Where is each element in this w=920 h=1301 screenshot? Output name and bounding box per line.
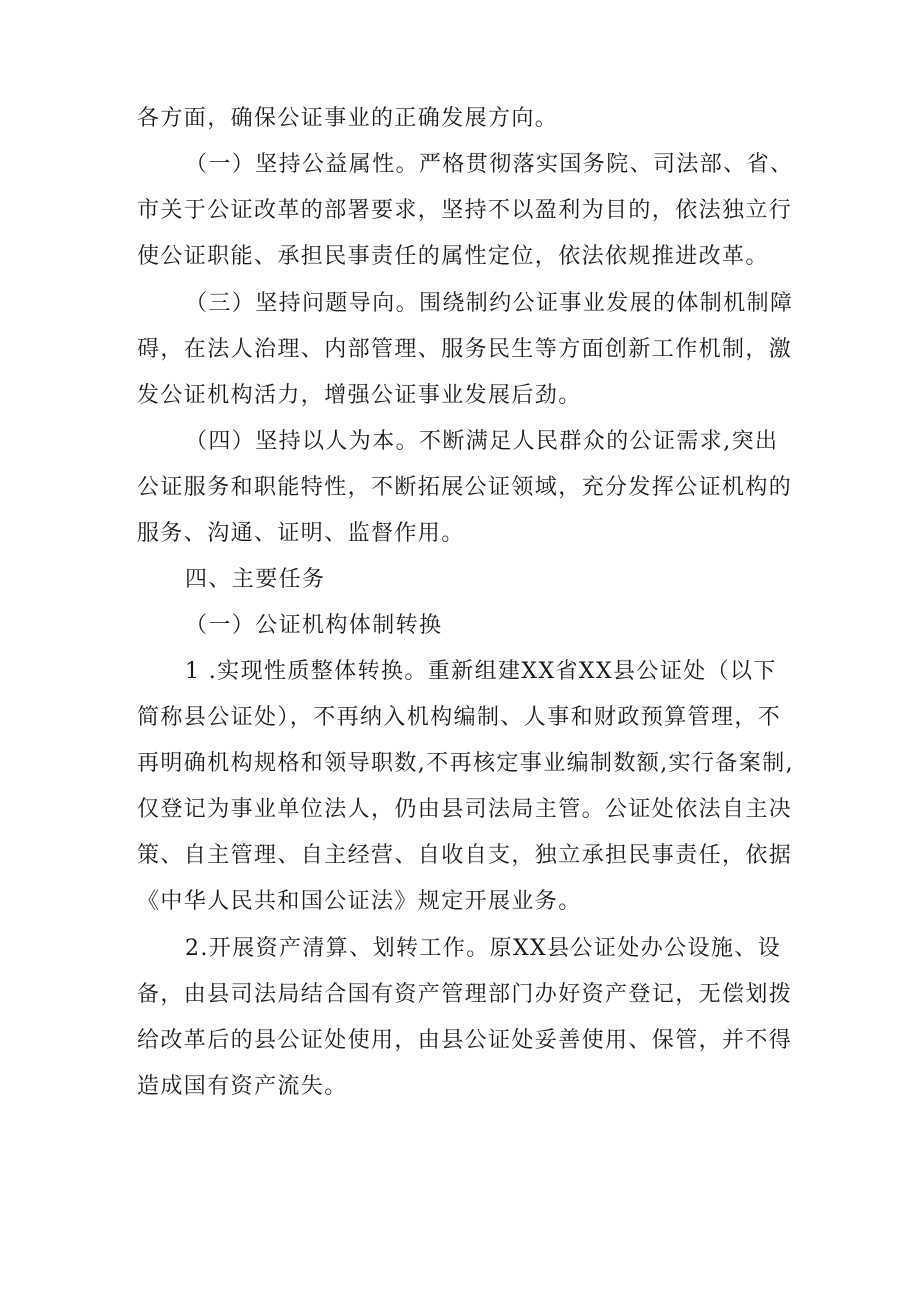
text-line: （三）坚持问题导向。围绕制约公证事业发展的体制机制障 (185, 291, 794, 316)
text-line: 各方面，确保公证事业的正确发展方向。 (137, 106, 559, 131)
text-line: 服务、沟通、证明、监督作用。 (137, 521, 465, 546)
text-line: 1 .实现性质整体转换。重新组建XX省XX县公证处（以下 (185, 659, 777, 684)
subsection-heading: （一）公证机构体制转换 (185, 613, 443, 638)
text-line: 使公证职能、承担民事责任的属性定位，依法依规推进改革。 (137, 244, 769, 269)
text-line: 给改革后的县公证处使用，由县公证处妥善使用、保管，并不得 (137, 1028, 793, 1053)
text-line: 简称县公证处），不再纳入机构编制、人事和财政预算管理，不 (137, 705, 782, 730)
text-line: 《中华人民共和国公证法》规定开展业务。 (137, 889, 582, 914)
text-line: 公证服务和职能特性，不断拓展公证领域，充分发挥公证机构的 (137, 475, 793, 500)
text-line: 造成国有资产流失。 (137, 1074, 348, 1099)
text-line: 备，由县司法局结合国有资产管理部门办好资产登记，无偿划拨 (137, 982, 793, 1007)
section-heading: 四、主要任务 (185, 567, 326, 592)
text-line: 仅登记为事业单位法人，仍由县司法局主管。公证处依法自主决 (137, 797, 793, 822)
text-line: 市关于公证改革的部署要求，坚持不以盈利为目的，依法独立行 (137, 198, 793, 223)
text-line: 2.开展资产清算、划转工作。原XX县公证处办公设施、设 (185, 936, 782, 961)
text-line: （四）坚持以人为本。不断满足人民群众的公证需求,突出 (185, 429, 779, 454)
text-line: 碍，在法人治理、内部管理、服务民生等方面创新工作机制，激 (137, 337, 793, 362)
text-line: （一）坚持公益属性。严格贯彻落实国务院、司法部、省、 (185, 152, 794, 177)
text-line: 策、自主管理、自主经营、自收自支，独立承担民事责任，依据 (137, 843, 793, 868)
text-line: 发公证机构活力，增强公证事业发展后劲。 (137, 383, 582, 408)
text-line: 再明确机构规格和领导职数,不再核定事业编制数额,实行备案制, (137, 751, 794, 776)
